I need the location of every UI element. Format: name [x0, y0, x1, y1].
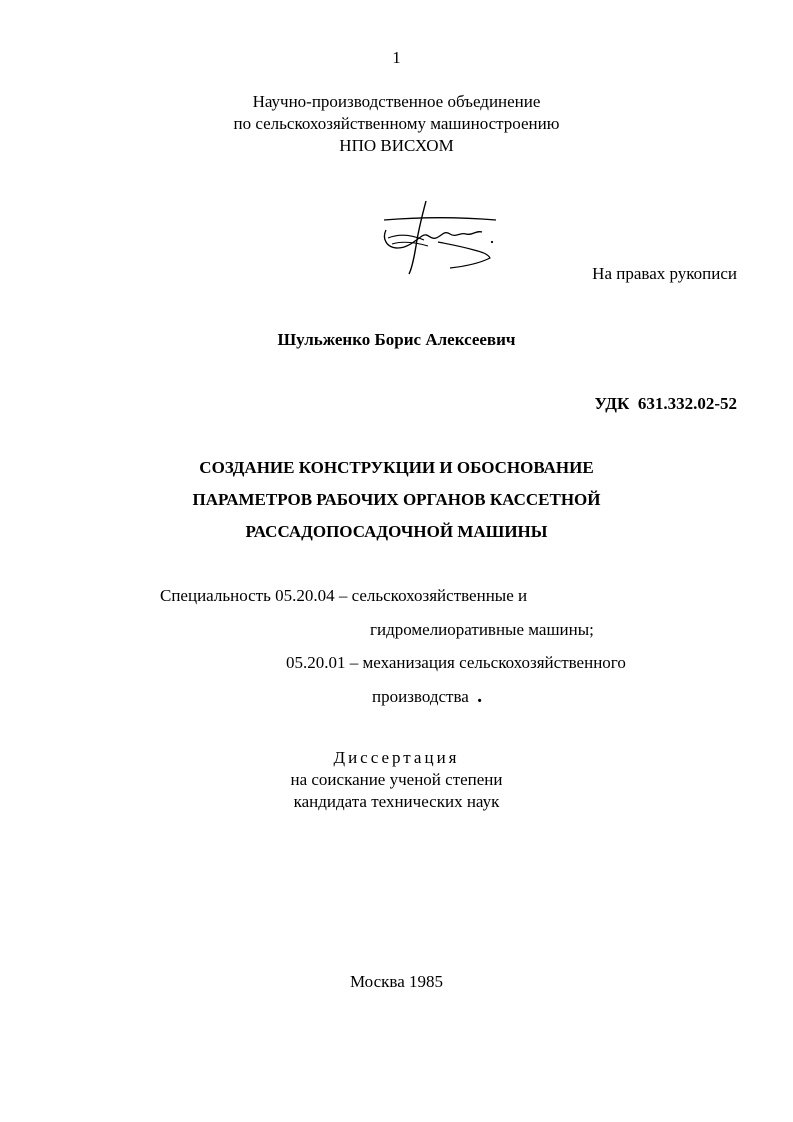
organization-line-1: Научно-производственное объединение	[252, 92, 541, 111]
handwritten-signature	[378, 198, 503, 278]
specialty-line-2: гидромелиоративные машины;	[370, 620, 594, 639]
page-number: 1	[392, 48, 401, 67]
place-and-year: Москва 1985	[349, 972, 444, 991]
specialty-line-4	[372, 684, 482, 709]
organization-line-3: НПО ВИСХОМ	[339, 136, 454, 155]
udk-code: УДК 631.332.02-52	[594, 394, 737, 413]
dissertation-heading: Диссертация	[333, 748, 460, 767]
specialty-line-4-period: .	[477, 685, 483, 707]
title-line-1: СОЗДАНИЕ КОНСТРУКЦИИ И ОБОСНОВАНИЕ	[199, 458, 594, 477]
title-line-2: ПАРАМЕТРОВ РАБОЧИХ ОРГАНОВ КАССЕТНОЙ	[192, 490, 601, 509]
specialty-line-4-text: производства	[372, 687, 469, 706]
organization-line-2: по сельскохозяйственному машиностроению	[233, 114, 560, 133]
dissertation-line-3: кандидата технических наук	[293, 792, 500, 811]
specialty-line-1: Специальность 05.20.04 – сельскохозяйственные и	[160, 586, 528, 605]
rights-note: На правах рукописи	[592, 264, 737, 283]
author-name: Шульженко Борис Алексеевич	[277, 330, 516, 349]
title-line-3: РАССАДОПОСАДОЧНОЙ МАШИНЫ	[245, 522, 548, 541]
dissertation-line-2: на соискание ученой степени	[290, 770, 503, 789]
specialty-line-3: 05.20.01 – механизация сельскохозяйственного	[286, 653, 626, 672]
